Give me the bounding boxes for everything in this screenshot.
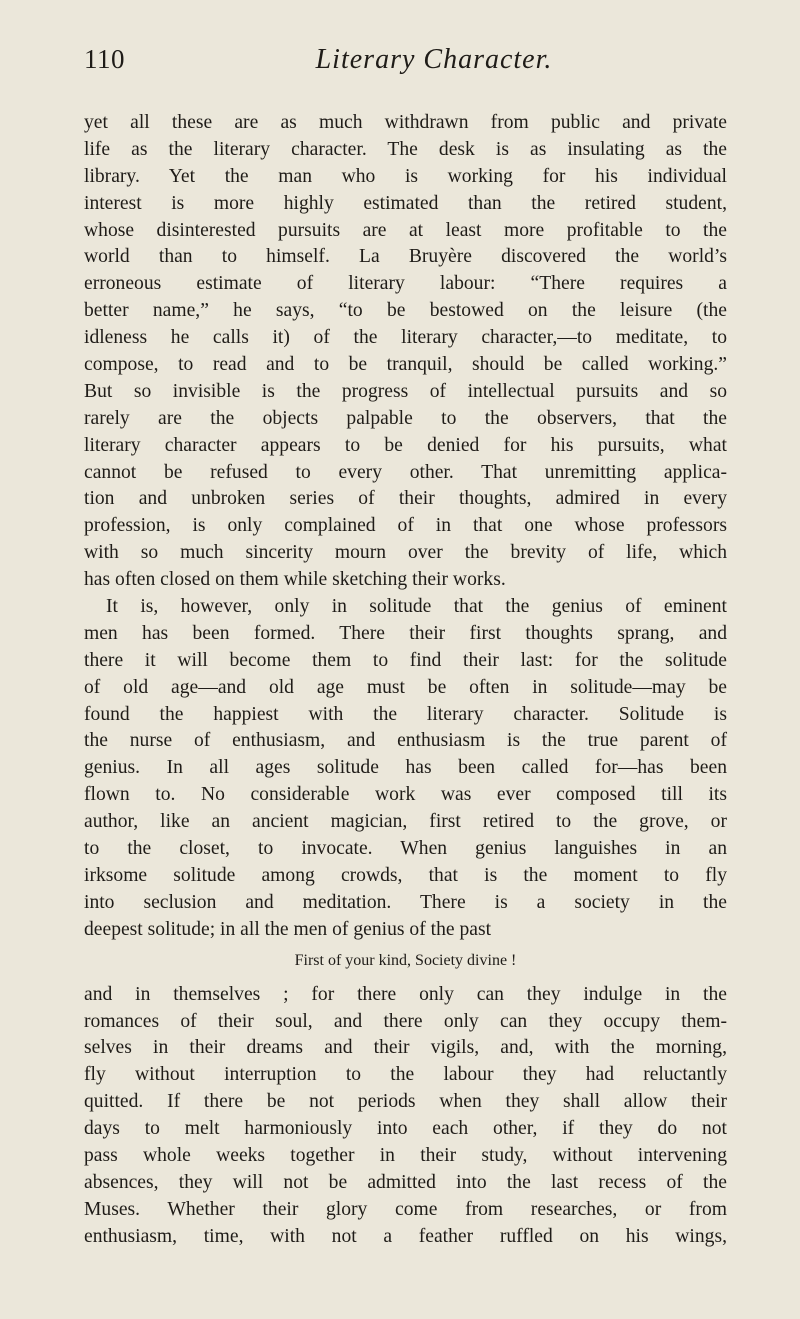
text-line: tion and unbroken series of their thoughts, admired in every: [84, 488, 727, 510]
page-header: [84, 44, 724, 84]
text-line: cannot be refused to every other. That unremitting applica-: [84, 461, 727, 483]
text-line: there it will become them to find their last: for the solitude: [84, 649, 727, 671]
text-line: It is, however, only in solitude that the genius of eminent: [106, 596, 727, 618]
text-line: romances of their soul, and there only can they occupy them-: [84, 1010, 727, 1032]
text-line: days to melt harmoniously into each other, if they do not: [84, 1118, 727, 1140]
text-line: interest is more highly estimated than the retired student,: [84, 192, 727, 214]
text-line: selves in their dreams and their vigils, and, with the morning,: [84, 1037, 727, 1059]
text-line: genius. In all ages solitude has been called for—has been: [84, 757, 727, 779]
body-text: [84, 110, 727, 1251]
text-line: idleness he calls it) of the literary character,—to meditate, to: [84, 327, 727, 349]
text-line: compose, to read and to be tranquil, should be called working.”: [84, 354, 727, 376]
text-line: life as the literary character. The desk is as insulating as the: [84, 138, 727, 160]
text-line: pass whole weeks together in their study, without intervening: [84, 1144, 727, 1166]
text-line: flown to. No considerable work was ever composed till its: [84, 784, 727, 806]
text-line: quitted. If there be not periods when they shall allow their: [84, 1091, 727, 1113]
text-line: men has been formed. There their first thoughts sprang, and: [84, 622, 727, 644]
page-number: 110: [84, 44, 125, 74]
text-line: the nurse of enthusiasm, and enthusiasm is the true parent of: [84, 730, 727, 752]
text-line: whose disinterested pursuits are at least more profitable to the: [84, 219, 727, 241]
text-line: and in themselves ; for there only can they indulge in the: [84, 983, 727, 1005]
text-line: found the happiest with the literary character. Solitude is: [84, 703, 727, 725]
text-line: to the closet, to invocate. When genius languishes in an: [84, 838, 727, 860]
text-line: has often closed on them while sketching their works.: [84, 569, 506, 591]
text-line: profession, is only complained of in that one whose professors: [84, 515, 727, 537]
text-line: erroneous estimate of literary labour: “There requires a: [84, 273, 727, 295]
text-line: fly without interruption to the labour they had reluctantly: [84, 1064, 727, 1086]
text-line: enthusiasm, time, with not a feather ruffled on his wings,: [84, 1225, 727, 1247]
text-line: literary character appears to be denied for his pursuits, what: [84, 434, 727, 456]
text-line: yet all these are as much withdrawn from public and private: [84, 112, 727, 133]
text-line: But so invisible is the progress of intellectual pursuits and so: [84, 380, 727, 402]
text-line: with so much sincerity mourn over the brevity of life, which: [84, 542, 727, 564]
running-head: Literary Character.: [315, 44, 553, 75]
text-line: Muses. Whether their glory come from researches, or from: [84, 1198, 727, 1220]
text-line: library. Yet the man who is working for his individual: [84, 165, 727, 187]
text-line: world than to himself. La Bruyère discovered the world’s: [84, 246, 727, 268]
text-line: into seclusion and meditation. There is a society in the: [84, 891, 727, 913]
text-line: author, like an ancient magician, first retired to the grove, or: [84, 811, 727, 833]
text-line: deepest solitude; in all the men of genius of the past: [84, 918, 492, 940]
text-line: rarely are the objects palpable to the observers, that the: [84, 407, 727, 429]
text-line: of old age—and old age must be often in solitude—may be: [84, 676, 727, 698]
text-line: irksome solitude among crowds, that is the moment to fly: [84, 864, 727, 886]
text-line: better name,” he says, “to be bestowed on the leisure (the: [84, 300, 727, 322]
quotation: First of your kind, Society divine !: [294, 951, 517, 969]
text-line: absences, they will not be admitted into the last recess of the: [84, 1171, 727, 1193]
